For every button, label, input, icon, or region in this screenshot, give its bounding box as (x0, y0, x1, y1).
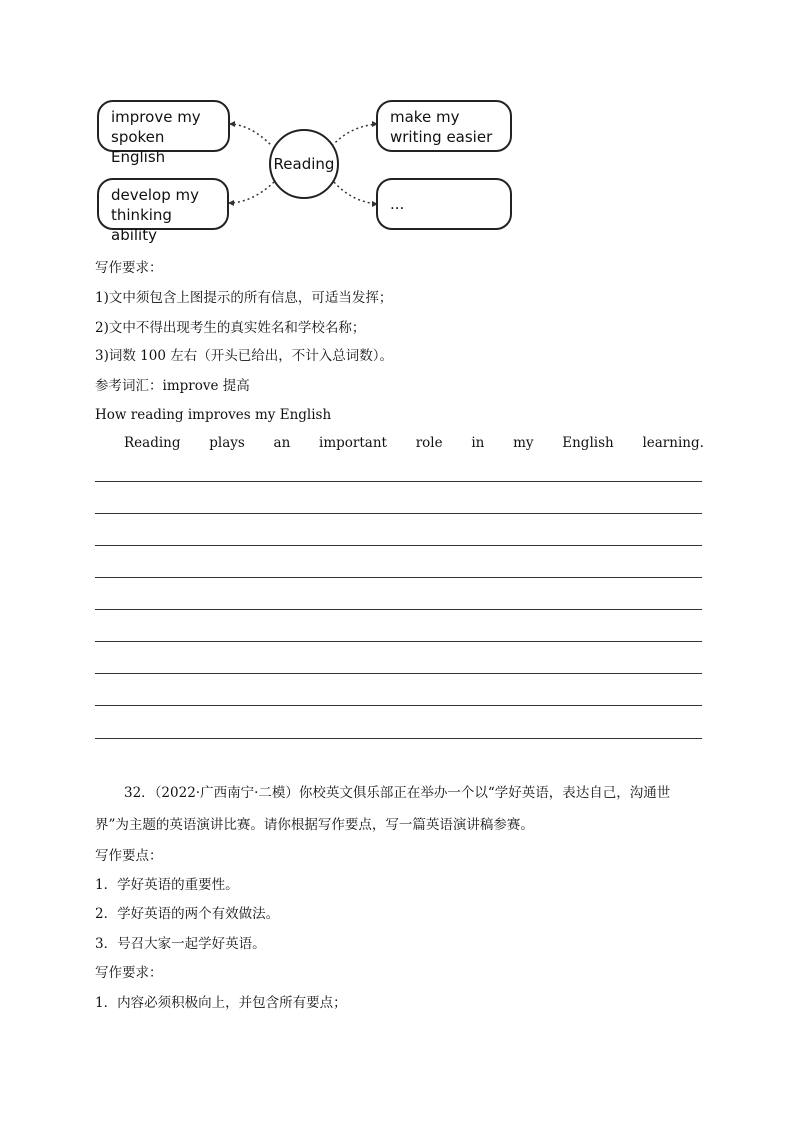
connector-top-left (229, 124, 272, 146)
connector-top-right (332, 124, 378, 146)
opening-word: an (273, 435, 291, 451)
bubble-writing-easier (376, 100, 512, 152)
opening-word: English (562, 435, 614, 451)
writing-point-3: 3．号召大家一起学好英语。 (95, 936, 266, 952)
answer-line (95, 609, 702, 610)
center-label-reading: Reading (273, 155, 335, 173)
answer-line (95, 705, 702, 706)
answer-line (95, 545, 702, 546)
mind-map-figure (0, 0, 800, 250)
requirement-2-1: 1．内容必须积极向上，并包含所有要点； (95, 995, 347, 1011)
writing-requirements-heading: 写作要求： (95, 260, 163, 276)
bubble-line: improve my (111, 108, 201, 126)
bubble-line: develop my (111, 186, 199, 204)
opening-word: my (513, 435, 534, 451)
bubble-line: thinking ability (111, 206, 172, 244)
opening-word: learning. (642, 435, 704, 451)
connector-bottom-left (228, 182, 274, 203)
opening-word: role (415, 435, 443, 451)
answer-line (95, 577, 702, 578)
requirement-1: 1)文中须包含上图提示的所有信息，可适当发挥； (95, 290, 393, 306)
bubble-line: spoken English (111, 128, 166, 166)
requirement-3: 3)词数 100 左右（开头已给出，不计入总词数）。 (95, 348, 393, 364)
requirement-2: 2)文中不得出现考生的真实姓名和学校名称； (95, 320, 366, 336)
bubble-line: ... (390, 195, 405, 213)
writing-point-1: 1．学好英语的重要性。 (95, 877, 239, 893)
connector-bottom-right (334, 182, 378, 204)
essay-title: How reading improves my English (95, 407, 332, 423)
answer-line (95, 481, 702, 482)
writing-points-heading: 写作要点： (95, 848, 163, 864)
answer-line (95, 673, 702, 674)
question-32-line-1: 32．（2022·广西南宁·二模）你校英文俱乐部正在举办一个以“学好英语，表达自己，沟通世 (124, 785, 671, 801)
opening-word: important (319, 435, 387, 451)
writing-point-2: 2．学好英语的两个有效做法。 (95, 906, 280, 922)
question-32-line-2: 界”为主题的英语演讲比赛。请你根据写作要点，写一篇英语演讲稿参赛。 (95, 817, 534, 833)
opening-word: Reading (124, 435, 181, 451)
opening-word: plays (209, 435, 245, 451)
bubble-ellipsis (376, 178, 512, 230)
answer-line (95, 738, 702, 739)
bubble-line: writing easier (390, 128, 493, 146)
bubble-develop-thinking (97, 178, 229, 244)
essay-opening-sentence (124, 433, 704, 453)
writing-requirements-heading-2: 写作要求： (95, 965, 163, 981)
opening-word: in (471, 435, 485, 451)
bubble-improve-spoken-english (97, 100, 230, 166)
answer-line (95, 513, 702, 514)
reference-vocabulary: 参考词汇：improve 提高 (95, 378, 250, 394)
bubble-line: make my (390, 108, 460, 126)
answer-line (95, 641, 702, 642)
